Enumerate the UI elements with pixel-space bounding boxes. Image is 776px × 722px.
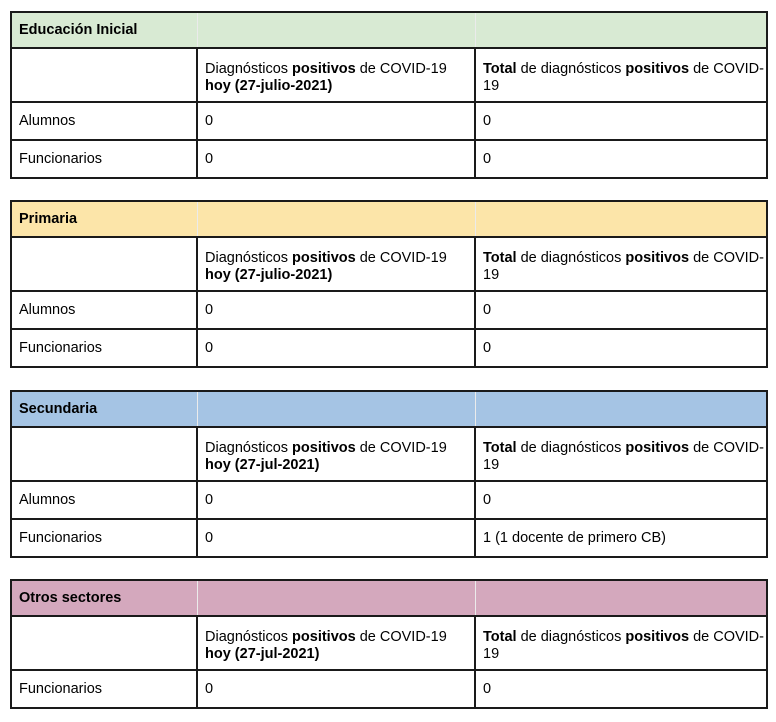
section-title: Secundaria <box>11 391 197 427</box>
column-header-hoy: Diagnósticos positivos de COVID-19 hoy (27-julio-2021) <box>197 237 475 291</box>
table-educacion-inicial <box>10 11 768 179</box>
row-label: Funcionarios <box>11 140 197 178</box>
section-title: Educación Inicial <box>11 12 197 48</box>
header-empty-cell <box>475 580 767 616</box>
section-header <box>11 201 767 237</box>
header-empty-cell <box>197 201 475 237</box>
column-header-empty <box>11 616 197 670</box>
table-row <box>11 291 767 329</box>
header-empty-cell <box>197 391 475 427</box>
column-headers <box>11 427 767 481</box>
table-row <box>11 140 767 178</box>
table-otros-sectores <box>10 579 768 709</box>
row-value-total: 0 <box>475 481 767 519</box>
row-label: Funcionarios <box>11 329 197 367</box>
section-title: Primaria <box>11 201 197 237</box>
column-header-hoy: Diagnósticos positivos de COVID-19 hoy (27-julio-2021) <box>197 48 475 102</box>
column-header-empty <box>11 427 197 481</box>
column-header-hoy: Diagnósticos positivos de COVID-19 hoy (27-jul-2021) <box>197 616 475 670</box>
header-empty-cell <box>197 580 475 616</box>
table-secundaria <box>10 390 768 558</box>
header-empty-cell <box>197 12 475 48</box>
row-value-total: 0 <box>475 140 767 178</box>
row-label: Funcionarios <box>11 670 197 708</box>
column-headers <box>11 616 767 670</box>
table-row <box>11 670 767 708</box>
column-header-total: Total de diagnósticos positivos de COVID-19 <box>475 616 767 670</box>
row-value-hoy: 0 <box>197 481 475 519</box>
column-headers <box>11 48 767 102</box>
column-header-empty <box>11 48 197 102</box>
row-value-total: 0 <box>475 291 767 329</box>
column-header-total: Total de diagnósticos positivos de COVID-19 <box>475 48 767 102</box>
column-header-total: Total de diagnósticos positivos de COVID-19 <box>475 427 767 481</box>
section-header <box>11 391 767 427</box>
table-row <box>11 102 767 140</box>
header-empty-cell <box>475 201 767 237</box>
column-headers <box>11 237 767 291</box>
table-primaria <box>10 200 768 368</box>
column-header-empty <box>11 237 197 291</box>
row-value-hoy: 0 <box>197 140 475 178</box>
table-row <box>11 481 767 519</box>
row-value-hoy: 0 <box>197 329 475 367</box>
row-value-hoy: 0 <box>197 670 475 708</box>
row-value-total: 0 <box>475 329 767 367</box>
table-row <box>11 329 767 367</box>
row-label: Alumnos <box>11 102 197 140</box>
row-label: Alumnos <box>11 291 197 329</box>
section-header <box>11 580 767 616</box>
row-value-hoy: 0 <box>197 519 475 557</box>
header-empty-cell <box>475 391 767 427</box>
section-header <box>11 12 767 48</box>
row-value-total: 0 <box>475 670 767 708</box>
row-value-total: 1 (1 docente de primero CB) <box>475 519 767 557</box>
column-header-total: Total de diagnósticos positivos de COVID-19 <box>475 237 767 291</box>
row-label: Funcionarios <box>11 519 197 557</box>
row-label: Alumnos <box>11 481 197 519</box>
column-header-hoy: Diagnósticos positivos de COVID-19 hoy (27-jul-2021) <box>197 427 475 481</box>
row-value-hoy: 0 <box>197 102 475 140</box>
row-value-total: 0 <box>475 102 767 140</box>
section-title: Otros sectores <box>11 580 197 616</box>
row-value-hoy: 0 <box>197 291 475 329</box>
table-row <box>11 519 767 557</box>
header-empty-cell <box>475 12 767 48</box>
